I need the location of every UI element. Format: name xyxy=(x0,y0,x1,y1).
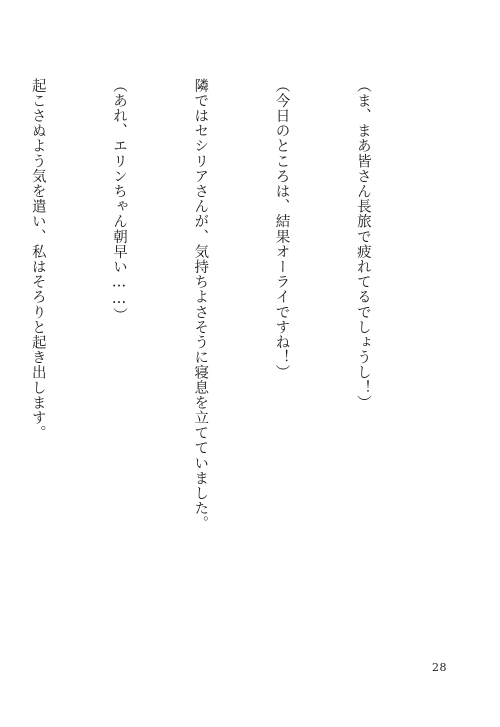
page-number: 28 xyxy=(432,661,447,674)
text-line: 起こさぬよう気を遣い、私はそろりと起き出します。 xyxy=(29,78,46,441)
text-line: （あれ、エリンちゃん朝早い……） xyxy=(110,78,127,323)
vertical-text-body xyxy=(0,78,430,623)
text-line: 隣ではセシリアさんが、気持ちよさそうに寝息を立てていました。 xyxy=(192,78,209,531)
text-line: （ま、まあ皆さん長旅で疲れてるでしょうし！） xyxy=(354,78,371,411)
text-line: （今日のところは、結果オーライですね！） xyxy=(273,78,290,380)
